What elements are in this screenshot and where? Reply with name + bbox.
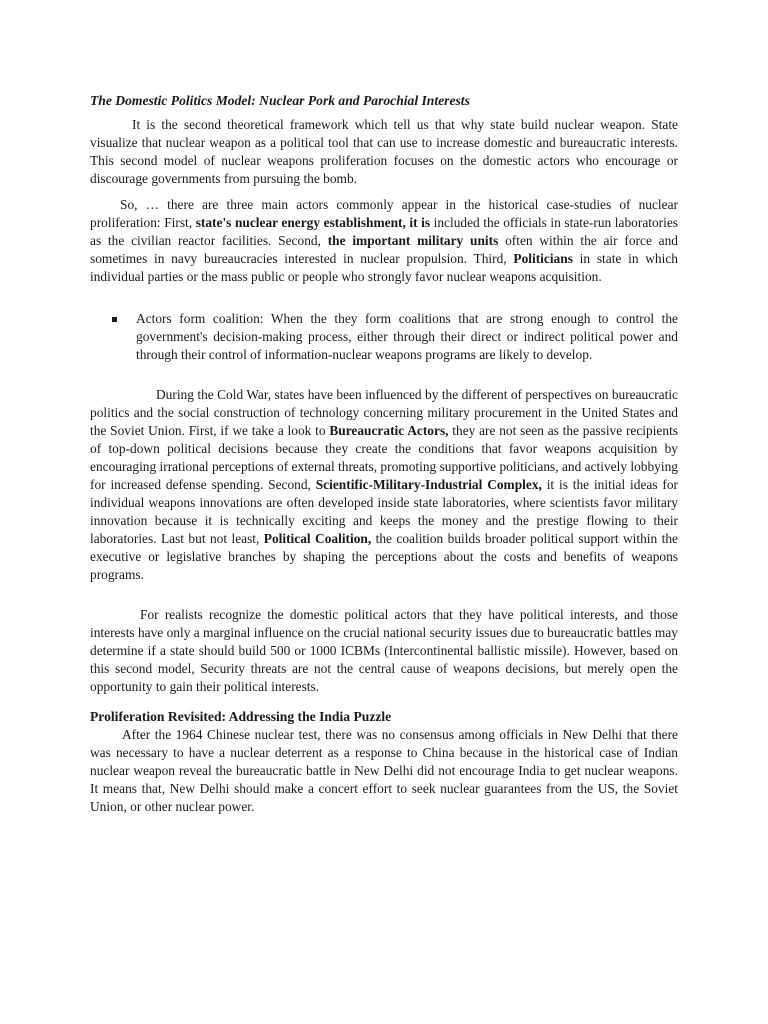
bold-military-units: the important military units (327, 233, 499, 248)
text-run: often within the air force and sometimes in navy bureaucracies interested in nuclear propulsion. Third, (90, 233, 678, 266)
square-bullet-icon (112, 317, 117, 322)
text-run: they are not seen as the passive recipients of top-down political decisions because they create the conditions that favor weapons acquisition by encouraging irrational perceptions of external threats, promoting supportive politicians, and actively lobbying for increased defense spending. Second, (90, 423, 679, 492)
paragraph-realists: For realists recognize the domestic political actors that they have political interests, and those interests have only a marginal influence on the crucial national security issues due to bureaucratic battles may determine if a state should build 500 or 1000 ICBMs (Intercontinental ballistic missile). However, based on this second model, Security threats are not the central cause of weapons decisions, but merely open the opportunity to gain their political interests. (90, 607, 678, 694)
text-run: So, … there are three main actors commonly appear in the historical case-studies of nuclear proliferation: First, (90, 197, 678, 230)
document-page (90, 92, 678, 816)
bold-political-coalition: Political Coalition, (263, 531, 372, 546)
text-run: During the Cold War, states have been influenced by the different of perspectives on bureaucratic politics and the social construction of technology concerning military procurement in the United States and the Soviet Union. First, if we take a look to (90, 387, 678, 438)
text-run: it is the initial ideas for individual weapons innovations are often developed inside state laboratories, where scientists favor military innovation because it is technically exciting and keeps the money and the prestige flowing to their laboratories. Last but not least, (90, 477, 679, 546)
bullet-text: Actors form coalition: When the they form coalitions that are strong enough to control the government's decision-making process, either through their direct or indirect political power and through their control of information-nuclear weapons programs are likely to develop. (136, 311, 678, 362)
paragraph-india: After the 1964 Chinese nuclear test, there was no consensus among officials in New Delhi that there was necessary to have a nuclear deterrent as a response to China because in the historical case of Indian nuclear weapon reveal the bureaucratic battle in New Delhi did not encourage India to get nuclear weapons. It means that, New Delhi should make a concert effort to seek nuclear guarantees from the US, the Soviet Union, or other nuclear power. (90, 727, 678, 814)
text-run: the coalition builds broader political support within the executive or legislative branches by shaping the perceptions about the costs and benefits of weapons programs. (90, 531, 678, 582)
section-heading-domestic-politics: The Domestic Politics Model: Nuclear Pork and Parochial Interests (90, 93, 470, 108)
bold-politicians: Politicians (513, 251, 573, 266)
text-run: included the officials in state-run laboratories as the civilian reactor facilities. Second, (90, 215, 679, 248)
bold-scientific-military-industrial-complex: Scientific-Military-Industrial Complex, (315, 477, 542, 492)
bullet-item-actors-coalition (90, 310, 678, 364)
text-run: in state in which individual parties or the mass public or people who strongly favor nuclear weapons acquisition. (90, 251, 678, 284)
paragraph-three-actors (90, 196, 678, 286)
bold-bureaucratic-actors: Bureaucratic Actors, (329, 423, 449, 438)
paragraph-intro: It is the second theoretical framework which tell us that why state build nuclear weapon. State visualize that nuclear weapon as a political tool that can use to increase domestic and bureaucratic interests. This second model of nuclear weapons proliferation focuses on the domestic actors who encourage or discourage governments from pursuing the bomb. (90, 117, 678, 186)
bold-nuclear-energy-establishment: state's nuclear energy establishment, it is (195, 215, 431, 230)
section-heading-india-puzzle: Proliferation Revisited: Addressing the India Puzzle (90, 709, 392, 724)
paragraph-cold-war (90, 386, 678, 584)
